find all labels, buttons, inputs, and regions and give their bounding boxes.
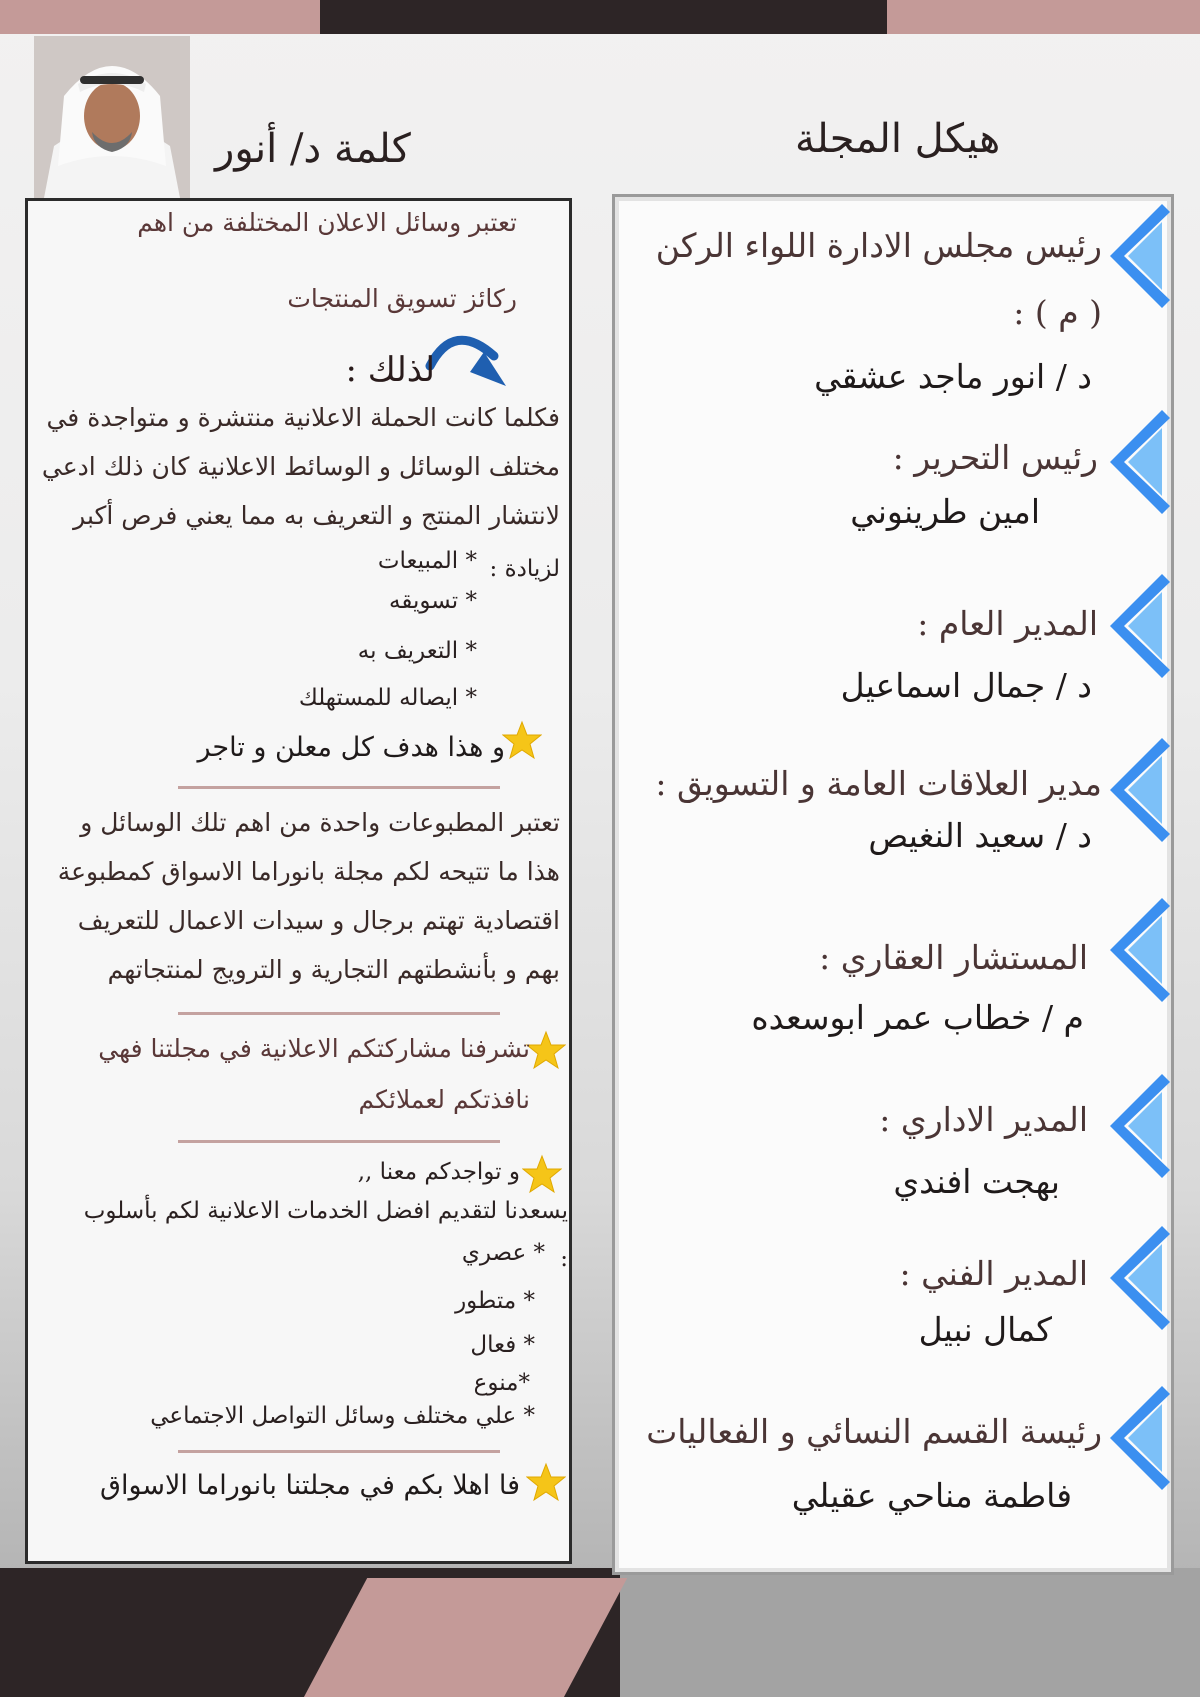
role-label: المدير الاداري : <box>879 1100 1088 1139</box>
chevron-icon <box>1110 1074 1170 1184</box>
divider <box>178 1140 500 1143</box>
star-icon <box>522 1154 562 1194</box>
increase-item: * ايصاله للمستهلك <box>298 685 477 711</box>
star-icon <box>502 720 542 760</box>
curved-arrow-icon <box>424 326 514 402</box>
chevron-icon <box>1110 1226 1170 1336</box>
star-icon <box>526 1462 566 1502</box>
top-band-left <box>0 0 320 34</box>
welcome-text: فا اهلا بكم في مجلتنا بانوراما الاسواق <box>100 1470 520 1501</box>
para2-line-4: بهم و بأنشطتهم التجارية و الترويج لمنتجاتهم <box>107 955 560 984</box>
para1-line-1: فكلما كانت الحملة الاعلانية منتشرة و متواجدة في <box>46 403 560 432</box>
author-portrait <box>34 36 190 198</box>
style-item: * متطور <box>455 1288 535 1314</box>
intro-line-1: تعتبر وسائل الاعلان المختلفة من اهم <box>137 208 517 237</box>
person-name: د / سعيد النغيص <box>868 816 1092 855</box>
style-item: * فعال <box>470 1332 535 1358</box>
structure-panel <box>612 194 1174 1575</box>
person-name: امين طرينوني <box>850 492 1040 531</box>
serve-text: يسعدنا لتقديم افضل الخدمات الاعلانية لكم بأسلوب <box>83 1198 568 1224</box>
role-label: رئيس التحرير : <box>892 438 1098 477</box>
role-label: المستشار العقاري : <box>819 938 1088 977</box>
person-name: م / خطاب عمر ابوسعده <box>751 998 1084 1037</box>
therefore-label: لذلك : <box>345 350 435 390</box>
increase-item: * التعريف به <box>357 638 477 664</box>
top-band-center <box>320 0 887 34</box>
structure-title: هيكل المجلة <box>795 116 1001 162</box>
honor-line-1: تشرفنا مشاركتكم الاعلانية في مجلتنا فهي <box>98 1034 530 1063</box>
person-name: بهجت افندي <box>893 1162 1060 1201</box>
role-label: رئيس مجلس الادارة اللواء الركن <box>655 226 1102 265</box>
word-title: كلمة د/ أنور <box>215 126 411 172</box>
chevron-icon <box>1110 204 1170 314</box>
increase-item: * تسويقه <box>389 588 477 614</box>
style-item: * علي مختلف وسائل التواصل الاجتماعي <box>150 1403 535 1429</box>
role-label: المدير الفني : <box>899 1254 1088 1293</box>
honor-line-2: نافذتكم لعملائكم <box>358 1085 530 1114</box>
increase-label: لزيادة : <box>489 556 560 582</box>
para1-line-2: مختلف الوسائل و الوسائط الاعلانية كان ذلك ادعي <box>41 452 560 481</box>
divider <box>178 1012 500 1015</box>
divider <box>178 786 500 789</box>
person-name: د / جمال اسماعيل <box>840 666 1092 705</box>
star-icon <box>526 1030 566 1070</box>
person-name: د / انور ماجد عشقي <box>814 357 1092 396</box>
increase-item: * المبيعات <box>377 548 477 574</box>
colon-mark: : <box>560 1246 568 1272</box>
style-item: * عصري <box>461 1240 545 1266</box>
chevron-icon <box>1110 738 1170 848</box>
style-item: *منوع <box>473 1370 530 1396</box>
para2-line-2: هذا ما تتيحه لكم مجلة بانوراما الاسواق كمطبوعة <box>57 857 560 886</box>
chevron-icon <box>1110 574 1170 684</box>
chevron-icon <box>1110 1386 1170 1496</box>
para1-line-3: لانتشار المنتج و التعريف به مما يعني فرص أكبر <box>73 501 560 530</box>
para2-line-1: تعتبر المطبوعات واحدة من اهم تلك الوسائل و <box>80 808 560 837</box>
presence-text: و تواجدكم معنا ,, <box>357 1159 520 1185</box>
portrait-illustration <box>34 36 190 198</box>
person-name: كمال نبيل <box>918 1310 1052 1349</box>
bottom-band <box>0 1568 1200 1697</box>
role-label: مدير العلاقات العامة و التسويق : <box>655 764 1102 803</box>
intro-line-2: ركائز تسويق المنتجات <box>287 284 517 313</box>
divider <box>178 1450 500 1453</box>
role-label: المدير العام : <box>917 604 1098 643</box>
para2-line-3: اقتصادية تهتم برجال و سيدات الاعمال للتعريف <box>77 906 560 935</box>
person-name: فاطمة مناحي عقيلي <box>791 1476 1072 1515</box>
role-label-continued: ( م ) : <box>1013 293 1102 332</box>
role-label: رئيسة القسم النسائي و الفعاليات <box>646 1412 1102 1451</box>
chevron-icon <box>1110 410 1170 520</box>
chevron-icon <box>1110 898 1170 1008</box>
goal-text: و هذا هدف كل معلن و تاجر <box>197 732 505 763</box>
top-band-right <box>887 0 1200 34</box>
